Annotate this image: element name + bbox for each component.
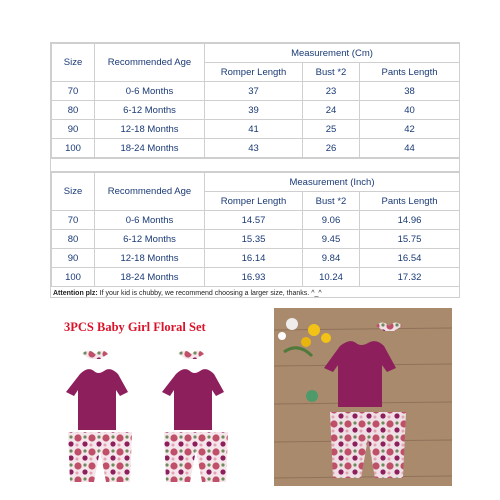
table-row [52, 249, 460, 268]
attention-text: If your kid is chubby, we recommend choosing a larger size, thanks. ^_^ [97, 290, 322, 297]
pants-length-header: Pants Length [360, 192, 460, 211]
age-cell: 0-6 Months [95, 82, 205, 101]
size-cell: 90 [52, 249, 95, 268]
pants-cell: 16.54 [360, 249, 460, 268]
pants-cell: 17.32 [360, 268, 460, 287]
cm-size-table [51, 43, 460, 158]
product-flat-lay-image [60, 336, 250, 486]
romper-cell: 41 [205, 120, 303, 139]
age-cell: 0-6 Months [95, 211, 205, 230]
pants-cell: 40 [360, 101, 460, 120]
bust-cell: 26 [303, 139, 360, 158]
size-cell: 70 [52, 211, 95, 230]
size-cell: 80 [52, 101, 95, 120]
age-cell: 12-18 Months [95, 249, 205, 268]
table-separator [51, 158, 459, 172]
size-cell: 100 [52, 139, 95, 158]
size-cell: 90 [52, 120, 95, 139]
romper-length-header: Romper Length [205, 192, 303, 211]
size-cell: 70 [52, 82, 95, 101]
table-row [52, 139, 460, 158]
pants-cell: 15.75 [360, 230, 460, 249]
romper-cell: 39 [205, 101, 303, 120]
measurement-header: Measurement (Cm) [205, 44, 460, 63]
pants-length-header: Pants Length [360, 63, 460, 82]
age-cell: 18-24 Months [95, 268, 205, 287]
pants-cell: 14.96 [360, 211, 460, 230]
measurement-header: Measurement (Inch) [205, 173, 460, 192]
inch-size-table [51, 172, 460, 287]
size-header: Size [52, 173, 95, 211]
size-header: Size [52, 44, 95, 82]
romper-length-header: Romper Length [205, 63, 303, 82]
age-header: Recommended Age [95, 173, 205, 211]
bust-cell: 25 [303, 120, 360, 139]
pants-cell: 42 [360, 120, 460, 139]
pants-cell: 44 [360, 139, 460, 158]
product-lifestyle-photo [274, 308, 452, 486]
size-cell: 80 [52, 230, 95, 249]
romper-cell: 37 [205, 82, 303, 101]
romper-cell: 15.35 [205, 230, 303, 249]
bust-cell: 23 [303, 82, 360, 101]
bust-cell: 24 [303, 101, 360, 120]
outfit-set-right [162, 351, 228, 483]
promo-title: 3PCS Baby Girl Floral Set [64, 320, 206, 334]
attention-note [51, 287, 459, 300]
romper-cell: 43 [205, 139, 303, 158]
age-header: Recommended Age [95, 44, 205, 82]
age-cell: 6-12 Months [95, 101, 205, 120]
bust-cell: 9.84 [303, 249, 360, 268]
size-chart [50, 42, 460, 298]
romper-cell: 16.14 [205, 249, 303, 268]
table-row [52, 120, 460, 139]
age-cell: 18-24 Months [95, 139, 205, 158]
attention-label: Attention plz: [53, 290, 98, 297]
romper-cell: 16.93 [205, 268, 303, 287]
bust-header: Bust *2 [303, 63, 360, 82]
age-cell: 12-18 Months [95, 120, 205, 139]
romper-cell: 14.57 [205, 211, 303, 230]
table-row [52, 82, 460, 101]
bust-cell: 9.45 [303, 230, 360, 249]
size-cell: 100 [52, 268, 95, 287]
bust-cell: 10.24 [303, 268, 360, 287]
age-cell: 6-12 Months [95, 230, 205, 249]
table-row [52, 230, 460, 249]
bust-cell: 9.06 [303, 211, 360, 230]
table-row [52, 211, 460, 230]
outfit-set-left [66, 351, 132, 483]
table-row [52, 101, 460, 120]
bust-header: Bust *2 [303, 192, 360, 211]
pants-cell: 38 [360, 82, 460, 101]
table-row [52, 268, 460, 287]
